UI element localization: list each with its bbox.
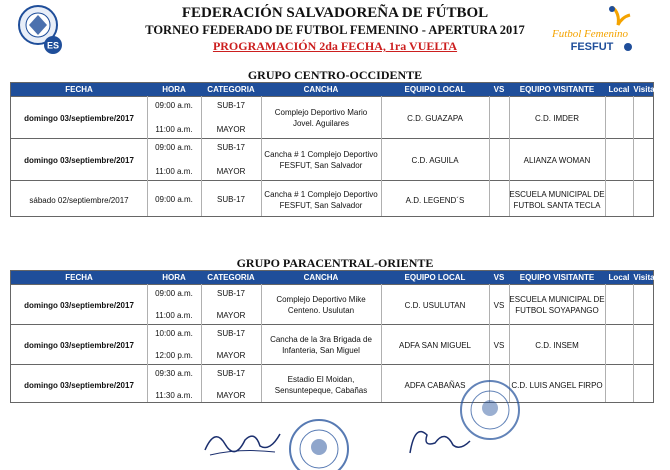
column-header: EQUIPO VISITANTE [519, 273, 595, 282]
column-divider [261, 284, 262, 402]
group-title: GRUPO CENTRO-OCCIDENTE [247, 68, 423, 82]
column-header: FECHA [65, 85, 93, 94]
column-header: HORA [162, 273, 186, 282]
signature-right [405, 415, 475, 460]
column-divider [381, 284, 382, 402]
column-header: CATEGORIA [207, 85, 255, 94]
match-date: domingo 03/septiembre/2017 [24, 114, 134, 123]
home-team: ADFA SAN MIGUEL [398, 341, 472, 350]
match-time: 09:00 a.m. 11:00 a.m. [155, 143, 193, 176]
schedule-table [10, 82, 654, 217]
match-venue: Complejo Deportivo Mario Jovel. Aguilares [274, 108, 368, 128]
match-date: domingo 03/septiembre/2017 [24, 301, 134, 310]
column-divider [201, 96, 202, 216]
match-date: domingo 03/septiembre/2017 [24, 381, 134, 390]
match-time: 09:00 a.m. [155, 195, 193, 204]
column-header: Visita [633, 85, 655, 94]
tournament-title: TORNEO FEDERADO DE FUTBOL FEMENINO - APERTURA 2017 [145, 23, 525, 37]
match-date: domingo 03/septiembre/2017 [24, 156, 134, 165]
table-row [11, 324, 653, 365]
column-header: EQUIPO VISITANTE [519, 85, 595, 94]
svg-text:Futbol Femenino: Futbol Femenino [551, 28, 629, 40]
column-divider [201, 284, 202, 402]
column-header: CANCHA [303, 85, 339, 94]
table-header [11, 83, 653, 96]
column-header: Local [608, 273, 630, 282]
match-venue: Cancha de la 3ra Brigada de Infanteria, San Miguel [270, 335, 372, 355]
column-divider [147, 96, 148, 216]
column-header: Local [608, 85, 630, 94]
column-header: CANCHA [303, 273, 339, 282]
match-venue: Cancha # 1 Complejo Deportivo FESFUT, San Salvador [264, 150, 378, 170]
column-divider [261, 96, 262, 216]
column-header: VS [493, 273, 505, 282]
column-header: CATEGORIA [207, 273, 255, 282]
home-team: C.D. GUAZAPA [407, 114, 463, 123]
vs-label: VS [493, 301, 505, 310]
home-team: C.D. USULUTAN [404, 301, 466, 310]
away-team: ESCUELA MUNICIPAL DE FUTBOL SANTA TECLA [509, 190, 605, 210]
away-team: ALIANZA WOMAN [523, 156, 591, 165]
column-header: VS [493, 85, 505, 94]
match-date: domingo 03/septiembre/2017 [24, 341, 134, 350]
away-team: C.D. IMDER [535, 114, 579, 123]
column-divider [489, 96, 490, 216]
away-team: C.D. LUIS ANGEL FIRPO [511, 381, 603, 390]
match-time: 09:00 a.m. 11:00 a.m. [155, 289, 193, 320]
home-team: C.D. AGUILA [411, 156, 459, 165]
column-header: FECHA [65, 273, 93, 282]
match-category: SUB-17 MAYOR [216, 369, 246, 400]
column-divider [633, 284, 634, 402]
table-row [11, 284, 653, 325]
column-divider [509, 96, 510, 216]
match-venue: Estadio El Moidan, Sensuntepeque, Cabañas [274, 375, 368, 395]
column-divider [381, 96, 382, 216]
column-divider [605, 284, 606, 402]
signature-left [200, 422, 285, 462]
column-header: Visita [633, 273, 655, 282]
match-category: SUB-17 MAYOR [216, 329, 246, 360]
away-team: ESCUELA MUNICIPAL DE FUTBOL SOYAPANGO [509, 295, 605, 315]
column-divider [147, 284, 148, 402]
column-header: HORA [162, 85, 186, 94]
schedule-table [10, 270, 654, 403]
match-category: SUB-17 MAYOR [216, 101, 246, 134]
program-title: PROGRAMACIÓN 2da FECHA, 1ra VUELTA [212, 39, 458, 53]
home-team: A.D. LEGEND´S [405, 196, 465, 205]
federation-title: FEDERACIÓN SALVADOREÑA DE FÚTBOL [181, 5, 489, 21]
away-team: C.D. INSEM [535, 341, 579, 350]
match-venue: Complejo Deportivo Mike Centeno. Usulutan [276, 295, 366, 315]
match-category: SUB-17 MAYOR [216, 143, 246, 176]
svg-text:ES: ES [46, 40, 60, 51]
table-row [11, 96, 653, 139]
home-team: ADFA CABAÑAS [404, 381, 466, 390]
column-header: EQUIPO LOCAL [404, 85, 466, 94]
column-header: EQUIPO LOCAL [404, 273, 466, 282]
column-divider [633, 96, 634, 216]
group-title: GRUPO PARACENTRAL-ORIENTE [236, 256, 434, 270]
column-divider [605, 96, 606, 216]
vs-label: VS [493, 341, 505, 350]
official-seal-stamp [287, 417, 351, 470]
match-date: sábado 02/septiembre/2017 [29, 196, 129, 205]
match-venue: Cancha # 1 Complejo Deportivo FESFUT, San Salvador [264, 190, 378, 210]
match-time: 09:00 a.m. 11:00 a.m. [155, 101, 193, 134]
match-time: 09:30 a.m. 11:30 a.m. [155, 369, 193, 400]
table-row [11, 180, 653, 219]
match-category: SUB-17 MAYOR [216, 289, 246, 320]
table-row [11, 138, 653, 181]
match-time: 10:00 a.m. 12:00 p.m. [155, 329, 193, 360]
table-row [11, 364, 653, 405]
svg-text:FESFUT: FESFUT [570, 41, 614, 53]
table-header [11, 271, 653, 284]
match-category: SUB-17 [216, 195, 245, 204]
